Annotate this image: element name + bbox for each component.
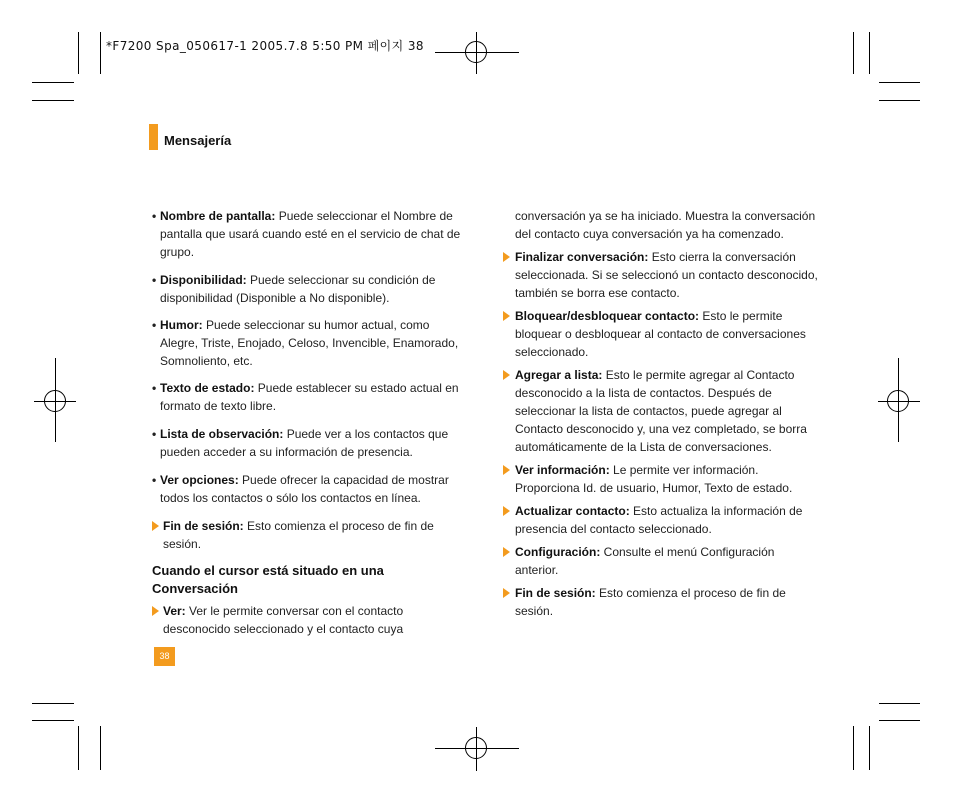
item-text: Esto le permite bloquear o desbloquear al contacto de conversaciones seleccionado. xyxy=(515,309,806,359)
list-item xyxy=(152,271,464,307)
item-label: Ver: xyxy=(163,604,186,618)
arrow-bullet-icon xyxy=(152,521,159,531)
item-text: Esto le permite agregar al Contacto desconocido a la lista de contactos. Después de seleccionar la lista de contactos, puede agregar al Contacto desconocido y, una vez completado, se borra automáticamente de la Lista de conversaciones. xyxy=(515,368,807,454)
arrow-bullet-icon xyxy=(503,465,510,475)
list-item xyxy=(503,584,821,620)
bullet: • xyxy=(152,318,157,332)
item-text: Le permite ver información. Proporciona Id. de usuario, Humor, Texto de estado. xyxy=(515,463,793,495)
list-item xyxy=(152,471,464,507)
list-item xyxy=(503,248,821,302)
item-label: Agregar a lista: xyxy=(515,368,603,382)
item-text: Puede establecer su estado actual en formato de texto libre. xyxy=(160,381,459,413)
left-column xyxy=(152,207,464,638)
arrow-bullet-icon xyxy=(503,506,510,516)
item-label: Humor: xyxy=(160,318,203,332)
arrow-bullet-icon xyxy=(503,588,510,598)
item-label: Bloquear/desbloquear contacto: xyxy=(515,309,700,323)
section-accent-bar xyxy=(149,124,158,150)
list-item xyxy=(503,502,821,538)
item-label: Fin de sesión: xyxy=(163,519,244,533)
arrow-bullet-icon xyxy=(503,547,510,557)
item-text: Puede seleccionar su humor actual, como Alegre, Triste, Enojado, Celoso, Invencible, Enamorado, Somnoliento, etc. xyxy=(160,318,459,368)
list-item xyxy=(152,602,464,638)
list-item xyxy=(503,461,821,497)
arrow-bullet-icon xyxy=(152,606,159,616)
item-text: Ver le permite conversar con el contacto desconocido seleccionado y el contacto cuya xyxy=(163,604,404,636)
item-label: Texto de estado: xyxy=(160,381,255,395)
item-text: Puede seleccionar su condición de disponibilidad (Disponible a No disponible). xyxy=(160,273,436,305)
item-label: Lista de observación: xyxy=(160,427,284,441)
list-item xyxy=(152,517,464,553)
list-item xyxy=(503,543,821,579)
item-label: Finalizar conversación: xyxy=(515,250,649,264)
arrow-bullet-icon xyxy=(503,252,510,262)
arrow-bullet-icon xyxy=(503,311,510,321)
item-label: Configuración: xyxy=(515,545,601,559)
right-column xyxy=(503,207,821,620)
list-item xyxy=(152,425,464,461)
item-text: Puede seleccionar el Nombre de pantalla que usará cuando esté en el servicio de chat de grupo. xyxy=(160,209,461,259)
arrow-bullet-icon xyxy=(503,370,510,380)
page-number: 38 xyxy=(159,651,170,661)
print-slug: *F7200 Spa_050617-1 2005.7.8 5:50 PM 페이지 38 xyxy=(106,39,424,53)
item-text: Esto cierra la conversación seleccionada. Si se seleccionó un contacto desconocido, también se borra ese contacto. xyxy=(515,250,818,300)
item-label: Nombre de pantalla: xyxy=(160,209,276,223)
page-number-badge xyxy=(154,647,175,666)
list-item xyxy=(152,379,464,415)
list-item xyxy=(503,307,821,361)
section-title: Mensajería xyxy=(164,133,232,148)
item-label: Ver opciones: xyxy=(160,473,239,487)
bullet: • xyxy=(152,273,157,287)
subheading: Cuando el cursor está situado en una Conversación xyxy=(152,563,384,596)
continuation-text: conversación ya se ha iniciado. Muestra la conversación del contacto cuya conversación ya ha comenzado. xyxy=(515,209,816,241)
bullet: • xyxy=(152,209,157,223)
bullet: • xyxy=(152,381,157,395)
item-label: Disponibilidad: xyxy=(160,273,247,287)
item-text: Puede ver a los contactos que pueden acceder a su información de presencia. xyxy=(160,427,449,459)
list-item xyxy=(503,366,821,456)
item-text: Esto comienza el proceso de fin de sesión. xyxy=(163,519,434,551)
item-text: Puede ofrecer la capacidad de mostrar todos los contactos o sólo los contactos en línea. xyxy=(160,473,449,505)
bullet: • xyxy=(152,427,157,441)
item-label: Fin de sesión: xyxy=(515,586,596,600)
item-label: Actualizar contacto: xyxy=(515,504,630,518)
list-item xyxy=(152,316,464,370)
list-item xyxy=(152,207,464,261)
item-label: Ver información: xyxy=(515,463,610,477)
item-text: Esto actualiza la información de presencia del contacto seleccionado. xyxy=(515,504,803,536)
item-text: Consulte el menú Configuración anterior. xyxy=(515,545,775,577)
bullet: • xyxy=(152,473,157,487)
item-text: Esto comienza el proceso de fin de sesión. xyxy=(515,586,786,618)
